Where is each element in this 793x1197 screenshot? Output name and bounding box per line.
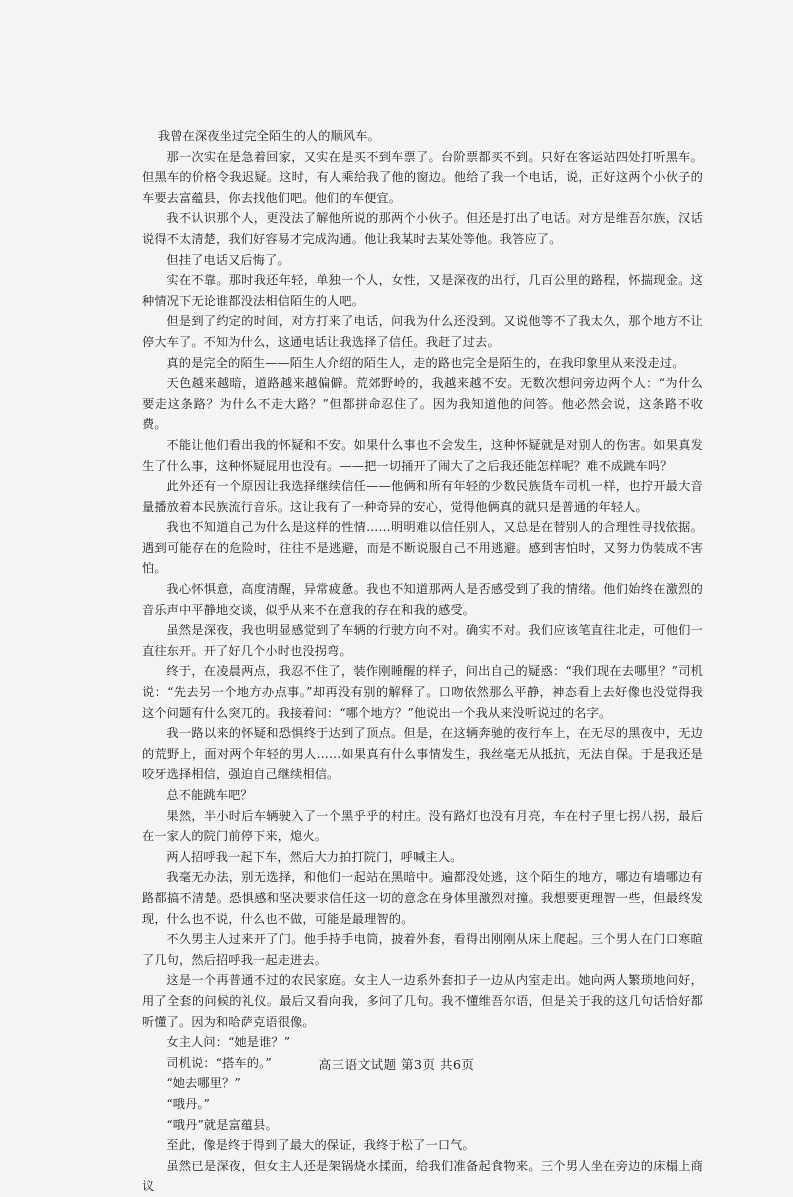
paragraph: 不能让他们看出我的怀疑和不安。如果什么事也不会发生，这种怀疑就是对别人的伤害。如果真发生了什么事，这种怀疑屁用也没有。——把一切捅开了闹大了之后我还能怎样呢？难不成跳车吗？	[142, 437, 703, 473]
paragraph: 那一次实在是急着回家，又实在是买不到车票了。台阶票都买不到。只好在客运站四处打听黑车。但黑车的价格令我迟疑。这时，有人乘给我了他的窗边。他给了我一个电话，说，正好这两个小伙子的车要去富蕴县，你去找他们吧。他们的车便宜。	[142, 149, 703, 205]
paragraph: 但是到了约定的时间，对方打来了电话，问我为什么还没到。又说他等不了我太久，那个地方不让停大车了。不知为什么，这通电话让我选择了信任。我赶了过去。	[142, 314, 703, 349]
paragraph: 天色越来越暗，道路越来越偏僻。荒郊野岭的，我越来越不安。无数次想问旁边两个人：“为什么要走这条路？为什么不走大路？”但都拼命忍住了。因为我知道他的问答。他必然会说，这条路不收费。	[142, 376, 703, 432]
paragraph: 终于，在凌晨两点，我忍不住了，装作刚睡醒的样子，问出自己的疑惑：“我们现在去哪里？”司机说：“先去另一个地方办点事。”却再没有别的解释了。口吻依然那么平静，神态看上去好像也没觉得我这个问题有什么突兀的。我接着问：“哪个地方？”他说出一个我从来没听说过的名字。	[142, 664, 703, 720]
paragraph: 我不认识那个人，更没法了解他所说的那两个小伙子。但还是打出了电话。对方是维吾尔族，汉话说得不太清楚，我们好容易才完成沟通。他让我某时去某处等他。我答应了。	[142, 211, 703, 246]
paragraph: 我也不知道自己为什么是这样的性情……明明难以信任别人，又总是在替别人的合理性寻找依据。遇到可能存在的危险时，往往不是逃避，而是不断说服自己不用逃避。感到害怕时，又努力伪装成不害怕。	[142, 520, 703, 576]
paragraph: “她去哪里？”	[166, 1076, 241, 1091]
paragraph: 虽然是深夜，我也明显感觉到了车辆的行驶方向不对。确实不对。我们应该笔直往北走，可他们一直往东开。开了好几个小时也没拐弯。	[142, 623, 703, 658]
paragraph: 但挂了电话又后悔了。	[166, 252, 290, 267]
paragraph: 我曾在深夜坐过完全陌生的人的顺风车。	[157, 129, 380, 143]
paragraph: 我毫无办法，别无选择，和他们一起站在黑暗中。遍都没处逃，这个陌生的地方，哪边有墙哪边有路都搞不清楚。恐惧感和坚决要求信任这一切的意念在身体里激烈对撞。我想要更理智一些，但最终发现，什么也不说，什么也不做，可能是最理智的。	[142, 870, 703, 926]
paragraph: 我心怀惧意，高度清醒，异常疲惫。我也不知道那两人是否感受到了我的情绪。他们始终在激烈的音乐声中平静地交谈，似乎从来不在意我的存在和我的感受。	[142, 582, 703, 617]
paragraph: 真的是完全的陌生——陌生人介绍的陌生人，走的路也完全是陌生的，在我印象里从来没走过。	[166, 355, 685, 370]
paragraph: 这是一个再普通不过的农民家庭。女主人一边系外套扣子一边从内室走出。她向两人繁琐地问好，用了全套的问候的礼仪。最后又看向我，多问了几句。我不懂维吾尔语，但是关于我的这几句话恰好都听懂了。因为和哈萨克语很像。	[142, 973, 703, 1029]
paragraph: 我一路以来的怀疑和恐惧终于达到了顶点。但是，在这辆奔驰的夜行车上，在无尽的黑夜中，无边的荒野上，面对两个年轻的男人……如果真有什么事情发生，我丝毫无从抵抗，无法自保。于是我还是咬牙选择相信，强迫自己继续相信。	[142, 726, 703, 782]
paragraph: 两人招呼我一起下车，然后大力拍打院门，呼喊主人。	[166, 849, 463, 864]
paragraph: “哦丹。”	[166, 1096, 211, 1111]
page-footer: 高三语文试题 第3页 共6页	[318, 1057, 475, 1072]
paragraph: 虽然已是深夜，但女主人还是架锅烧水揉面，给我们准备起食物来。三个男人坐在旁边的床榻上商议	[142, 1158, 703, 1194]
paragraph: 果然，半小时后车辆驶入了一个黑乎乎的村庄。没有路灯也没有月亮，车在村子里七拐八拐，最后在一家人的院门前停下来，熄火。	[142, 808, 703, 844]
paragraph: 此外还有一个原因让我选择继续信任——他俩和所有年轻的少数民族货车司机一样，也拧开最大音量播放着本民族流行音乐。这让我有了一种奇异的安心，觉得他俩真的就只是普通的年轻人。	[142, 479, 703, 514]
paragraph: 至此，像是终于得到了最大的保证，我终于松了一口气。	[166, 1138, 475, 1153]
paragraph: “哦丹”就是富蕴县。	[166, 1117, 278, 1132]
paragraph: 女主人问：“她是谁？”	[166, 1035, 291, 1050]
paragraph: 不久男主人过来开了门。他手持手电筒，披着外套，看得出刚刚从床上爬起。三个男人在门口寒暄了几句，然后招呼我一起走进去。	[142, 932, 703, 967]
paragraph: 司机说：“搭车的。”	[166, 1055, 272, 1070]
paragraph: 实在不靠。那时我还年轻，单独一个人，女性，又是深夜的出行，几百公里的路程，怀揣现金。这种情况下无论谁都没法相信陌生的人吧。	[142, 273, 703, 308]
article-body	[142, 126, 703, 1197]
paragraph: 总不能跳车吧？	[166, 788, 253, 802]
